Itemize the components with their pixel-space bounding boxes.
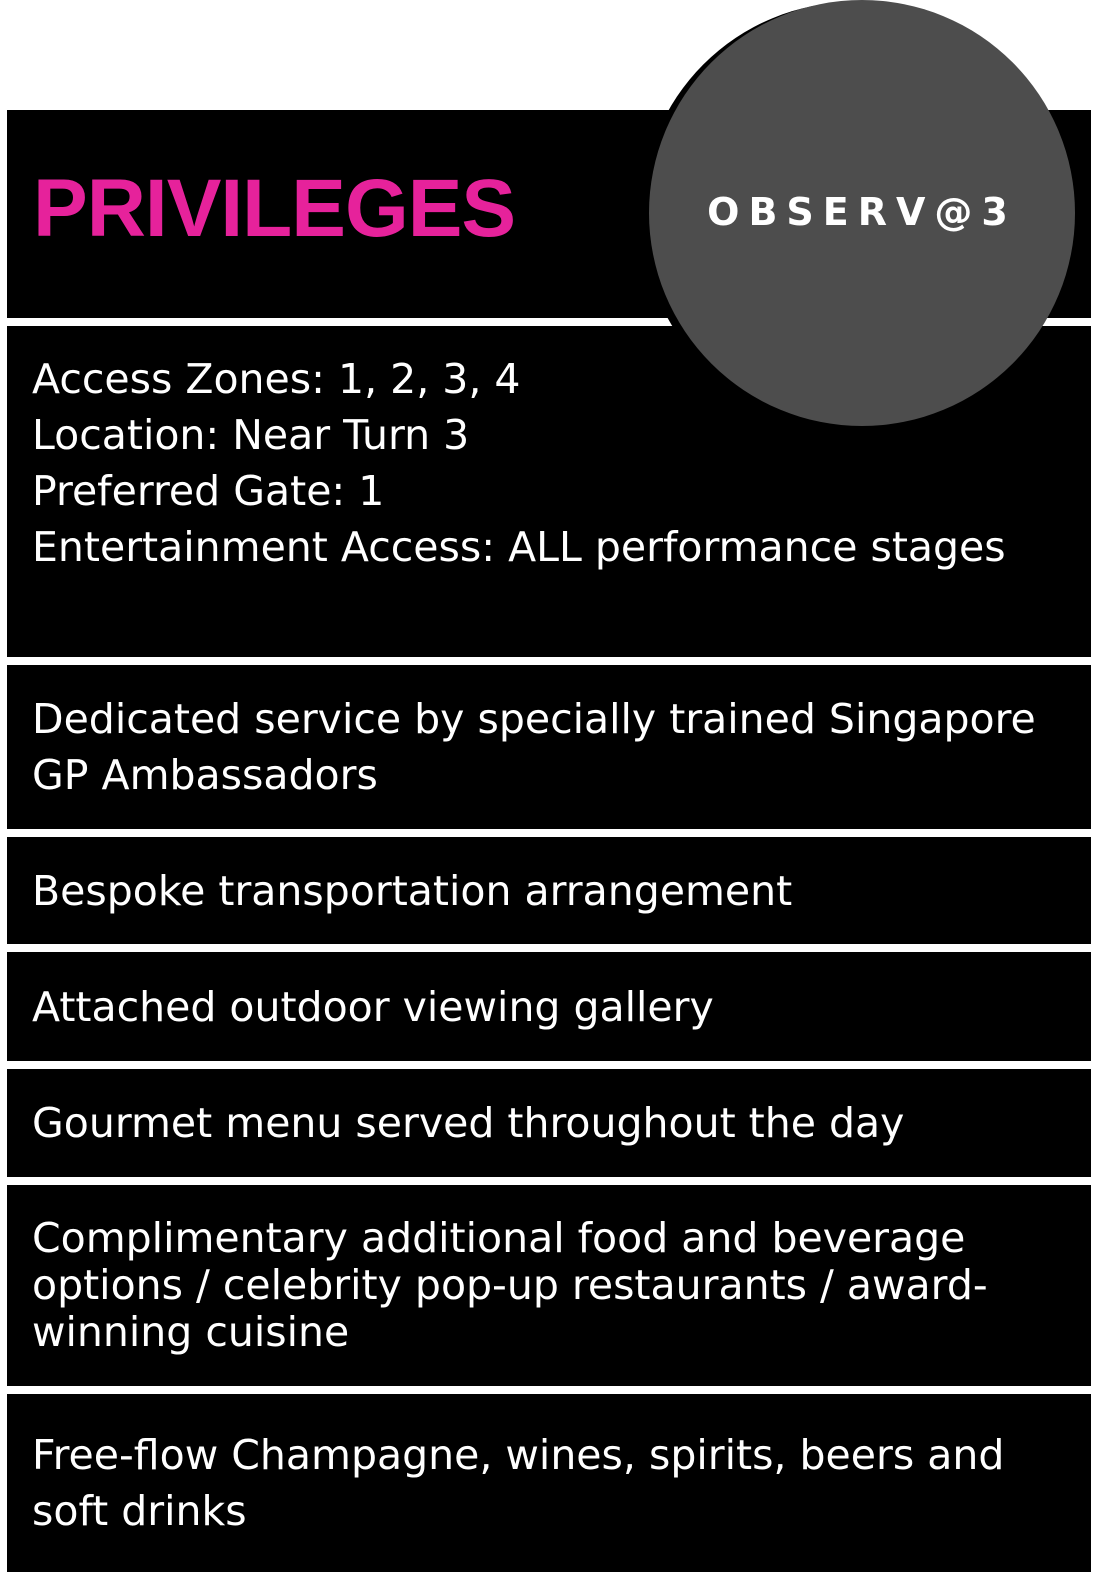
access-zones: Access Zones: 1, 2, 3, 4 bbox=[32, 355, 521, 403]
observ3-logo: OBSERV@3 bbox=[707, 190, 1017, 234]
privilege-text: Free-flow Champagne, wines, spirits, beers and soft drinks bbox=[32, 1431, 1005, 1535]
entertainment-access: Entertainment Access: ALL performance stages bbox=[32, 523, 1006, 571]
privilege-item-food-beverage bbox=[7, 1185, 1091, 1386]
privilege-item-transport bbox=[7, 837, 1091, 944]
privilege-item-gourmet-menu bbox=[7, 1069, 1091, 1177]
privilege-item-drinks bbox=[7, 1394, 1091, 1572]
page-title: PRIVILEGES bbox=[33, 163, 516, 254]
privilege-item-ambassadors bbox=[7, 665, 1091, 829]
observ3-badge bbox=[649, 0, 1075, 426]
location: Location: Near Turn 3 bbox=[32, 411, 470, 459]
privilege-item-viewing-gallery bbox=[7, 952, 1091, 1061]
privilege-text: Complimentary additional food and beverage options / celebrity pop-up restaurants / award-winning cuisine bbox=[32, 1214, 988, 1356]
privilege-text: Dedicated service by specially trained Singapore GP Ambassadors bbox=[32, 695, 1036, 799]
privilege-text: Attached outdoor viewing gallery bbox=[32, 982, 714, 1031]
privilege-text: Gourmet menu served throughout the day bbox=[32, 1099, 905, 1147]
preferred-gate: Preferred Gate: 1 bbox=[32, 467, 385, 515]
privilege-text: Bespoke transportation arrangement bbox=[32, 866, 793, 915]
